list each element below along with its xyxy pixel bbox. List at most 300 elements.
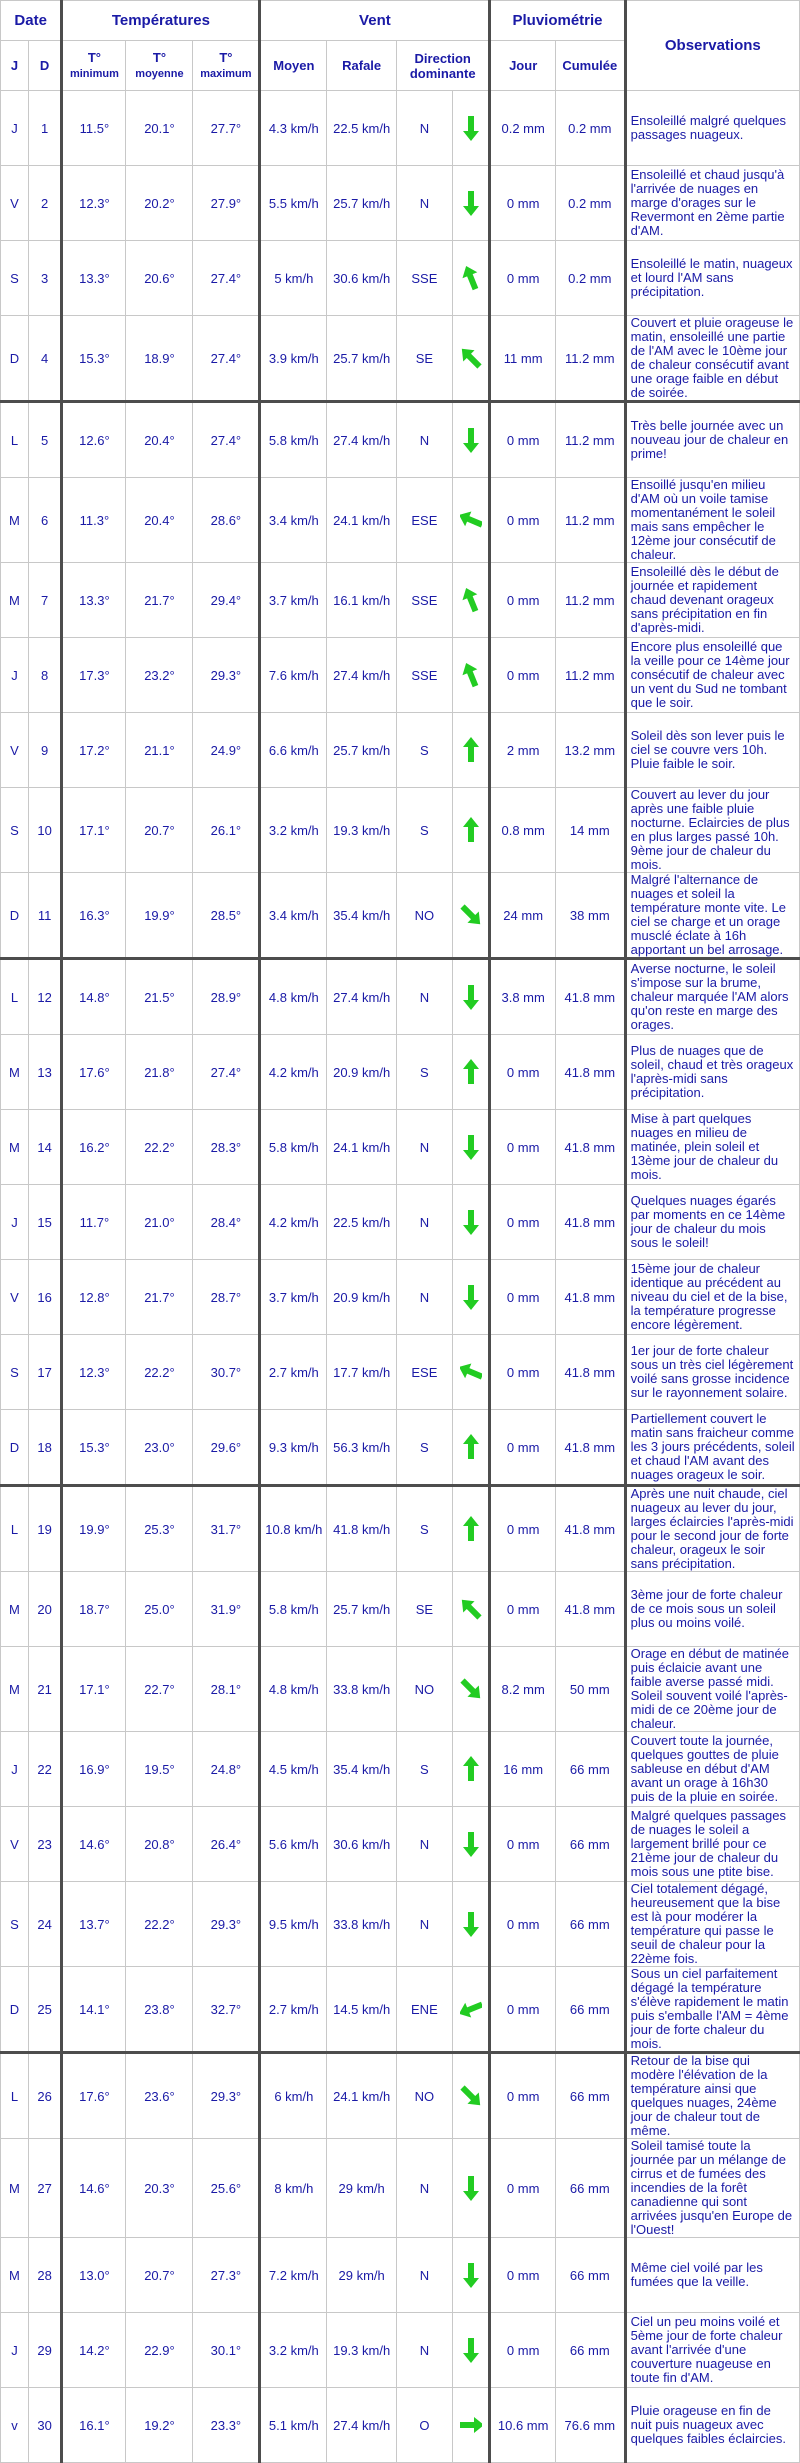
cell-direction-arrow: [452, 2053, 490, 2139]
cell-vent-moyen: 5.6 km/h: [260, 1807, 327, 1882]
cell-day: 18: [28, 1410, 61, 1486]
cell-tmax: 29.3°: [193, 1882, 260, 1967]
cell-vent-moyen: 10.8 km/h: [260, 1486, 327, 1572]
cell-direction-arrow: [452, 2313, 490, 2388]
cell-rafale: 30.6 km/h: [327, 1807, 397, 1882]
cell-weekday: V: [1, 1807, 29, 1882]
cell-day: 28: [28, 2238, 61, 2313]
cell-tmin: 11.5°: [62, 91, 126, 166]
arrow-up-left-steep-icon: [460, 264, 482, 292]
cell-tmax: 26.1°: [193, 788, 260, 873]
cell-direction: N: [397, 1110, 453, 1185]
cell-day: 10: [28, 788, 61, 873]
cell-pluie-jour: 0 mm: [490, 1967, 556, 2053]
cell-tmin: 18.7°: [62, 1572, 126, 1647]
cell-tmoy: 20.7°: [126, 2238, 193, 2313]
cell-vent-moyen: 3.2 km/h: [260, 2313, 327, 2388]
cell-pluie-jour: 0 mm: [490, 1260, 556, 1335]
cell-weekday: D: [1, 1410, 29, 1486]
cell-pluie-cumulee: 41.8 mm: [555, 1185, 625, 1260]
cell-day: 9: [28, 713, 61, 788]
cell-tmin: 12.3°: [62, 166, 126, 241]
cell-rafale: 16.1 km/h: [327, 563, 397, 638]
cell-observation: Ensoleillé dès le début de journée et rapidement chaud devenant orageux sans précipitation en fin d'après-midi.: [625, 563, 799, 638]
cell-direction: N: [397, 1882, 453, 1967]
arrow-up-icon: [460, 1058, 482, 1086]
cell-rafale: 27.4 km/h: [327, 2388, 397, 2463]
cell-direction: S: [397, 1410, 453, 1486]
cell-pluie-jour: 0 mm: [490, 166, 556, 241]
header-rafale: Rafale: [327, 41, 397, 91]
arrow-down-right-icon: [460, 1675, 482, 1703]
cell-pluie-jour: 0.2 mm: [490, 91, 556, 166]
cell-tmoy: 21.7°: [126, 563, 193, 638]
cell-tmin: 15.3°: [62, 316, 126, 402]
cell-direction-arrow: [452, 1335, 490, 1410]
cell-vent-moyen: 6.6 km/h: [260, 713, 327, 788]
cell-pluie-cumulee: 41.8 mm: [555, 1486, 625, 1572]
cell-observation: Malgré l'alternance de nuages et soleil la température monte vite. Le ciel se charge et un orage musclé éclate à 16h apportant un bel arrosage.: [625, 873, 799, 959]
cell-weekday: M: [1, 478, 29, 563]
cell-weekday: D: [1, 1967, 29, 2053]
cell-rafale: 24.1 km/h: [327, 478, 397, 563]
cell-weekday: J: [1, 638, 29, 713]
cell-pluie-cumulee: 0.2 mm: [555, 241, 625, 316]
cell-tmoy: 25.3°: [126, 1486, 193, 1572]
cell-tmin: 17.1°: [62, 788, 126, 873]
cell-observation: Ciel totalement dégagé, heureusement que la bise est là pour modérer la température qui passe le seuil de chaleur pour la 22ème fois.: [625, 1882, 799, 1967]
table-body: [1, 91, 800, 2463]
cell-tmoy: 20.8°: [126, 1807, 193, 1882]
table-row: [1, 1260, 800, 1335]
cell-direction-arrow: [452, 1807, 490, 1882]
cell-tmax: 28.3°: [193, 1110, 260, 1185]
cell-vent-moyen: 4.3 km/h: [260, 91, 327, 166]
arrow-down-icon: [460, 1830, 482, 1858]
arrow-up-left-icon: [460, 1595, 482, 1623]
arrow-up-icon: [460, 816, 482, 844]
cell-rafale: 27.4 km/h: [327, 638, 397, 713]
cell-day: 23: [28, 1807, 61, 1882]
cell-observation: Même ciel voilé par les fumées que la veille.: [625, 2238, 799, 2313]
header-tmin-label: minimum: [69, 67, 119, 80]
cell-observation: Partiellement couvert le matin sans fraicheur comme les 3 jours précédents, soleil et chaud l'AM avant des nuages orageux le soir.: [625, 1410, 799, 1486]
header-tmax: [193, 41, 260, 91]
arrow-down-right-icon: [460, 2082, 482, 2110]
cell-vent-moyen: 5.8 km/h: [260, 1572, 327, 1647]
cell-tmoy: 20.1°: [126, 91, 193, 166]
cell-pluie-cumulee: 0.2 mm: [555, 166, 625, 241]
arrow-up-icon: [460, 1515, 482, 1543]
cell-vent-moyen: 4.5 km/h: [260, 1732, 327, 1807]
header-tmoy-symbol: T°: [152, 49, 167, 65]
cell-direction-arrow: [452, 316, 490, 402]
cell-observation: Ciel un peu moins voilé et 5ème jour de forte chaleur avant l'arrivée d'une couverture nuageuse en toute fin d'AM.: [625, 2313, 799, 2388]
header-tmoy-label: moyenne: [135, 67, 184, 80]
cell-tmin: 14.6°: [62, 2139, 126, 2238]
cell-direction-arrow: [452, 873, 490, 959]
cell-observation: Pluie orageuse en fin de nuit puis nuageux avec quelques faibles éclaircies.: [625, 2388, 799, 2463]
cell-pluie-jour: 0 mm: [490, 1410, 556, 1486]
cell-tmax: 28.1°: [193, 1647, 260, 1732]
cell-day: 22: [28, 1732, 61, 1807]
header-direction-line1: Direction: [414, 50, 471, 66]
cell-direction: S: [397, 1732, 453, 1807]
table-row: [1, 1732, 800, 1807]
cell-tmax: 28.6°: [193, 478, 260, 563]
cell-tmin: 13.7°: [62, 1882, 126, 1967]
cell-pluie-jour: 11 mm: [490, 316, 556, 402]
cell-rafale: 27.4 km/h: [327, 959, 397, 1035]
cell-tmoy: 23.0°: [126, 1410, 193, 1486]
header-vent-moyen: Moyen: [260, 41, 327, 91]
cell-rafale: 41.8 km/h: [327, 1486, 397, 1572]
cell-vent-moyen: 3.7 km/h: [260, 563, 327, 638]
cell-weekday: M: [1, 2238, 29, 2313]
cell-vent-moyen: 4.2 km/h: [260, 1185, 327, 1260]
arrow-down-icon: [460, 426, 482, 454]
cell-pluie-cumulee: 41.8 mm: [555, 1110, 625, 1185]
arrow-down-icon: [460, 1283, 482, 1311]
cell-observation: Retour de la bise qui modère l'élévation de la température ainsi que quelques nuages, 24ème jour de chaleur tout de même.: [625, 2053, 799, 2139]
cell-rafale: 29 km/h: [327, 2139, 397, 2238]
cell-weekday: J: [1, 1732, 29, 1807]
cell-pluie-cumulee: 41.8 mm: [555, 1572, 625, 1647]
cell-tmoy: 23.6°: [126, 2053, 193, 2139]
cell-direction-arrow: [452, 788, 490, 873]
cell-tmoy: 20.4°: [126, 402, 193, 478]
header-observations: Observations: [625, 1, 799, 91]
cell-tmoy: 19.5°: [126, 1732, 193, 1807]
cell-tmin: 14.2°: [62, 2313, 126, 2388]
cell-pluie-jour: 0 mm: [490, 1185, 556, 1260]
arrow-down-icon: [460, 1910, 482, 1938]
cell-tmin: 15.3°: [62, 1410, 126, 1486]
arrow-up-left-steep-icon: [460, 586, 482, 614]
header-cumulee: Cumulée: [555, 41, 625, 91]
cell-tmin: 16.1°: [62, 2388, 126, 2463]
cell-direction: S: [397, 1486, 453, 1572]
cell-observation: Soleil dès son lever puis le ciel se couvre vers 10h. Pluie faible le soir.: [625, 713, 799, 788]
cell-pluie-jour: 2 mm: [490, 713, 556, 788]
cell-day: 17: [28, 1335, 61, 1410]
cell-day: 4: [28, 316, 61, 402]
cell-observation: Couvert au lever du jour après une faible pluie nocturne. Eclaircies de plus en plus larges passé 10h. 9ème jour de chaleur du mois.: [625, 788, 799, 873]
cell-direction: N: [397, 2139, 453, 2238]
cell-day: 8: [28, 638, 61, 713]
cell-tmax: 24.8°: [193, 1732, 260, 1807]
cell-observation: Malgré quelques passages de nuages le soleil a largement brillé pour ce 21ème jour de chaleur du mois sous une ptite bise.: [625, 1807, 799, 1882]
table-row: [1, 1486, 800, 1572]
cell-tmax: 27.9°: [193, 166, 260, 241]
cell-direction-arrow: [452, 402, 490, 478]
cell-day: 3: [28, 241, 61, 316]
cell-tmax: 28.7°: [193, 1260, 260, 1335]
cell-vent-moyen: 5.8 km/h: [260, 1110, 327, 1185]
cell-tmax: 23.3°: [193, 2388, 260, 2463]
cell-rafale: 25.7 km/h: [327, 166, 397, 241]
cell-pluie-jour: 0.8 mm: [490, 788, 556, 873]
cell-rafale: 24.1 km/h: [327, 1110, 397, 1185]
table-row: [1, 2238, 800, 2313]
header-tmax-label: maximum: [200, 67, 252, 80]
cell-weekday: L: [1, 402, 29, 478]
cell-tmax: 31.9°: [193, 1572, 260, 1647]
table-row: [1, 1335, 800, 1410]
cell-weekday: M: [1, 1572, 29, 1647]
cell-pluie-cumulee: 13.2 mm: [555, 713, 625, 788]
cell-day: 1: [28, 91, 61, 166]
cell-tmin: 13.3°: [62, 563, 126, 638]
cell-direction-arrow: [452, 241, 490, 316]
cell-tmin: 17.6°: [62, 1035, 126, 1110]
cell-tmoy: 20.2°: [126, 166, 193, 241]
cell-day: 16: [28, 1260, 61, 1335]
table-row: [1, 1035, 800, 1110]
arrow-up-icon: [460, 1433, 482, 1461]
cell-direction-arrow: [452, 1410, 490, 1486]
cell-day: 2: [28, 166, 61, 241]
cell-tmin: 16.2°: [62, 1110, 126, 1185]
table-row: [1, 478, 800, 563]
cell-tmin: 14.1°: [62, 1967, 126, 2053]
cell-pluie-cumulee: 66 mm: [555, 1732, 625, 1807]
cell-pluie-cumulee: 38 mm: [555, 873, 625, 959]
cell-pluie-jour: 0 mm: [490, 2238, 556, 2313]
cell-tmin: 17.2°: [62, 713, 126, 788]
cell-day: 6: [28, 478, 61, 563]
cell-weekday: L: [1, 2053, 29, 2139]
cell-vent-moyen: 9.3 km/h: [260, 1410, 327, 1486]
cell-observation: Ensoleillé malgré quelques passages nuageux.: [625, 91, 799, 166]
table-row: [1, 316, 800, 402]
table-row: [1, 638, 800, 713]
cell-tmin: 14.8°: [62, 959, 126, 1035]
cell-tmoy: 22.2°: [126, 1882, 193, 1967]
cell-tmax: 27.4°: [193, 1035, 260, 1110]
cell-observation: 1er jour de forte chaleur sous un très ciel légèrement voilé sans grosse incidence sur le rayonnement solaire.: [625, 1335, 799, 1410]
table-row: [1, 166, 800, 241]
table-row: [1, 91, 800, 166]
cell-rafale: 29 km/h: [327, 2238, 397, 2313]
cell-pluie-jour: 3.8 mm: [490, 959, 556, 1035]
cell-weekday: L: [1, 1486, 29, 1572]
cell-tmin: 12.8°: [62, 1260, 126, 1335]
cell-vent-moyen: 3.4 km/h: [260, 873, 327, 959]
cell-tmax: 27.4°: [193, 316, 260, 402]
cell-tmax: 29.6°: [193, 1410, 260, 1486]
header-tmin: [62, 41, 126, 91]
cell-direction-arrow: [452, 1967, 490, 2053]
table-row: [1, 713, 800, 788]
cell-rafale: 22.5 km/h: [327, 1185, 397, 1260]
cell-day: 25: [28, 1967, 61, 2053]
cell-weekday: L: [1, 959, 29, 1035]
cell-tmin: 12.6°: [62, 402, 126, 478]
cell-direction: ENE: [397, 1967, 453, 2053]
cell-pluie-cumulee: 41.8 mm: [555, 1335, 625, 1410]
table-row: [1, 1110, 800, 1185]
cell-rafale: 14.5 km/h: [327, 1967, 397, 2053]
header-d: D: [28, 41, 61, 91]
cell-weekday: V: [1, 713, 29, 788]
cell-tmoy: 25.0°: [126, 1572, 193, 1647]
cell-direction-arrow: [452, 1110, 490, 1185]
cell-day: 21: [28, 1647, 61, 1732]
cell-pluie-cumulee: 11.2 mm: [555, 402, 625, 478]
cell-rafale: 19.3 km/h: [327, 788, 397, 873]
cell-tmoy: 21.7°: [126, 1260, 193, 1335]
arrow-down-icon: [460, 983, 482, 1011]
cell-tmin: 11.3°: [62, 478, 126, 563]
cell-observation: Ensoillé jusqu'en milieu d'AM où un voile tamise momentanément le soleil mais sans empêcher le 12ème jour consécutif de chaleur.: [625, 478, 799, 563]
cell-weekday: S: [1, 241, 29, 316]
arrow-down-icon: [460, 1133, 482, 1161]
cell-direction-arrow: [452, 1185, 490, 1260]
cell-tmax: 28.4°: [193, 1185, 260, 1260]
cell-tmoy: 22.2°: [126, 1110, 193, 1185]
cell-pluie-jour: 0 mm: [490, 1882, 556, 1967]
cell-observation: Orage en début de matinée puis éclaicie avant une faible averse passé midi. Soleil souvent voilé l'après-midi de ce 20ème jour de chaleur.: [625, 1647, 799, 1732]
arrow-down-icon: [460, 2261, 482, 2289]
cell-rafale: 20.9 km/h: [327, 1260, 397, 1335]
header-direction: [397, 41, 490, 91]
cell-direction-arrow: [452, 1647, 490, 1732]
cell-pluie-jour: 0 mm: [490, 2313, 556, 2388]
cell-vent-moyen: 5.8 km/h: [260, 402, 327, 478]
cell-tmax: 27.4°: [193, 402, 260, 478]
cell-weekday: J: [1, 1185, 29, 1260]
arrow-left-up-icon: [460, 1358, 482, 1386]
arrow-left-up-icon: [460, 506, 482, 534]
cell-direction-arrow: [452, 959, 490, 1035]
cell-tmax: 29.3°: [193, 638, 260, 713]
table-row: [1, 959, 800, 1035]
cell-rafale: 25.7 km/h: [327, 1572, 397, 1647]
arrow-down-right-icon: [460, 901, 482, 929]
table-row: [1, 2388, 800, 2463]
cell-direction-arrow: [452, 91, 490, 166]
table-row: [1, 1572, 800, 1647]
cell-tmoy: 23.2°: [126, 638, 193, 713]
header-vent: Vent: [260, 1, 490, 41]
arrow-left-down-icon: [460, 1995, 482, 2023]
cell-direction: SE: [397, 1572, 453, 1647]
cell-tmoy: 21.1°: [126, 713, 193, 788]
cell-direction-arrow: [452, 563, 490, 638]
cell-rafale: 27.4 km/h: [327, 402, 397, 478]
cell-tmoy: 21.8°: [126, 1035, 193, 1110]
cell-day: 12: [28, 959, 61, 1035]
table-row: [1, 402, 800, 478]
cell-direction-arrow: [452, 1035, 490, 1110]
cell-day: 24: [28, 1882, 61, 1967]
cell-weekday: M: [1, 563, 29, 638]
header-tmoy: [126, 41, 193, 91]
cell-rafale: 19.3 km/h: [327, 2313, 397, 2388]
cell-day: 13: [28, 1035, 61, 1110]
cell-vent-moyen: 4.2 km/h: [260, 1035, 327, 1110]
cell-pluie-cumulee: 66 mm: [555, 2053, 625, 2139]
arrow-up-left-icon: [460, 344, 482, 372]
cell-pluie-jour: 16 mm: [490, 1732, 556, 1807]
cell-tmin: 17.3°: [62, 638, 126, 713]
arrow-up-icon: [460, 1755, 482, 1783]
cell-pluie-cumulee: 50 mm: [555, 1647, 625, 1732]
cell-weekday: S: [1, 1882, 29, 1967]
cell-day: 30: [28, 2388, 61, 2463]
cell-vent-moyen: 4.8 km/h: [260, 959, 327, 1035]
cell-pluie-cumulee: 41.8 mm: [555, 1260, 625, 1335]
cell-tmin: 13.0°: [62, 2238, 126, 2313]
cell-rafale: 30.6 km/h: [327, 241, 397, 316]
cell-tmoy: 21.5°: [126, 959, 193, 1035]
cell-direction: N: [397, 959, 453, 1035]
cell-observation: Ensoleillé le matin, nuageux et lourd l'AM sans précipitation.: [625, 241, 799, 316]
cell-pluie-cumulee: 66 mm: [555, 2139, 625, 2238]
cell-rafale: 17.7 km/h: [327, 1335, 397, 1410]
cell-day: 26: [28, 2053, 61, 2139]
arrow-up-icon: [460, 736, 482, 764]
cell-weekday: D: [1, 316, 29, 402]
cell-tmax: 31.7°: [193, 1486, 260, 1572]
arrow-down-icon: [460, 1208, 482, 1236]
cell-observation: Après une nuit chaude, ciel nuageux au lever du jour, larges éclaircies l'après-midi pour le second jour de forte chaleur, orageux le soir sans précipitation.: [625, 1486, 799, 1572]
cell-rafale: 56.3 km/h: [327, 1410, 397, 1486]
header-pluviometrie: Pluviométrie: [490, 1, 625, 41]
table-row: [1, 1882, 800, 1967]
cell-direction: SSE: [397, 563, 453, 638]
cell-observation: Soleil tamisé toute la journée par un mélange de cirrus et de fumées des incendies de la forêt canadienne qui sont arrivées jusqu'en Europe de l'Ouest!: [625, 2139, 799, 2238]
cell-day: 5: [28, 402, 61, 478]
cell-direction: N: [397, 2313, 453, 2388]
cell-direction-arrow: [452, 478, 490, 563]
cell-pluie-jour: 0 mm: [490, 563, 556, 638]
cell-direction: N: [397, 1185, 453, 1260]
cell-vent-moyen: 3.9 km/h: [260, 316, 327, 402]
cell-weekday: S: [1, 1335, 29, 1410]
cell-rafale: 25.7 km/h: [327, 713, 397, 788]
cell-tmax: 29.3°: [193, 2053, 260, 2139]
cell-direction: N: [397, 91, 453, 166]
cell-day: 15: [28, 1185, 61, 1260]
header-tmax-symbol: T°: [219, 49, 233, 65]
arrow-down-icon: [460, 189, 482, 217]
cell-vent-moyen: 3.7 km/h: [260, 1260, 327, 1335]
cell-pluie-cumulee: 66 mm: [555, 2238, 625, 2313]
cell-tmin: 11.7°: [62, 1185, 126, 1260]
cell-direction: NO: [397, 1647, 453, 1732]
header-j: J: [1, 41, 29, 91]
table-row: [1, 1410, 800, 1486]
cell-tmin: 12.3°: [62, 1335, 126, 1410]
cell-rafale: 33.8 km/h: [327, 1882, 397, 1967]
cell-pluie-jour: 0 mm: [490, 2139, 556, 2238]
header-date: Date: [1, 1, 62, 41]
cell-weekday: V: [1, 1260, 29, 1335]
header-tmin-symbol: T°: [87, 49, 101, 65]
cell-vent-moyen: 6 km/h: [260, 2053, 327, 2139]
cell-pluie-jour: 0 mm: [490, 478, 556, 563]
cell-pluie-jour: 0 mm: [490, 241, 556, 316]
cell-vent-moyen: 7.2 km/h: [260, 2238, 327, 2313]
cell-vent-moyen: 3.2 km/h: [260, 788, 327, 873]
cell-tmax: 24.9°: [193, 713, 260, 788]
table-row: [1, 563, 800, 638]
cell-tmax: 30.1°: [193, 2313, 260, 2388]
cell-direction: ESE: [397, 1335, 453, 1410]
cell-tmax: 26.4°: [193, 1807, 260, 1882]
